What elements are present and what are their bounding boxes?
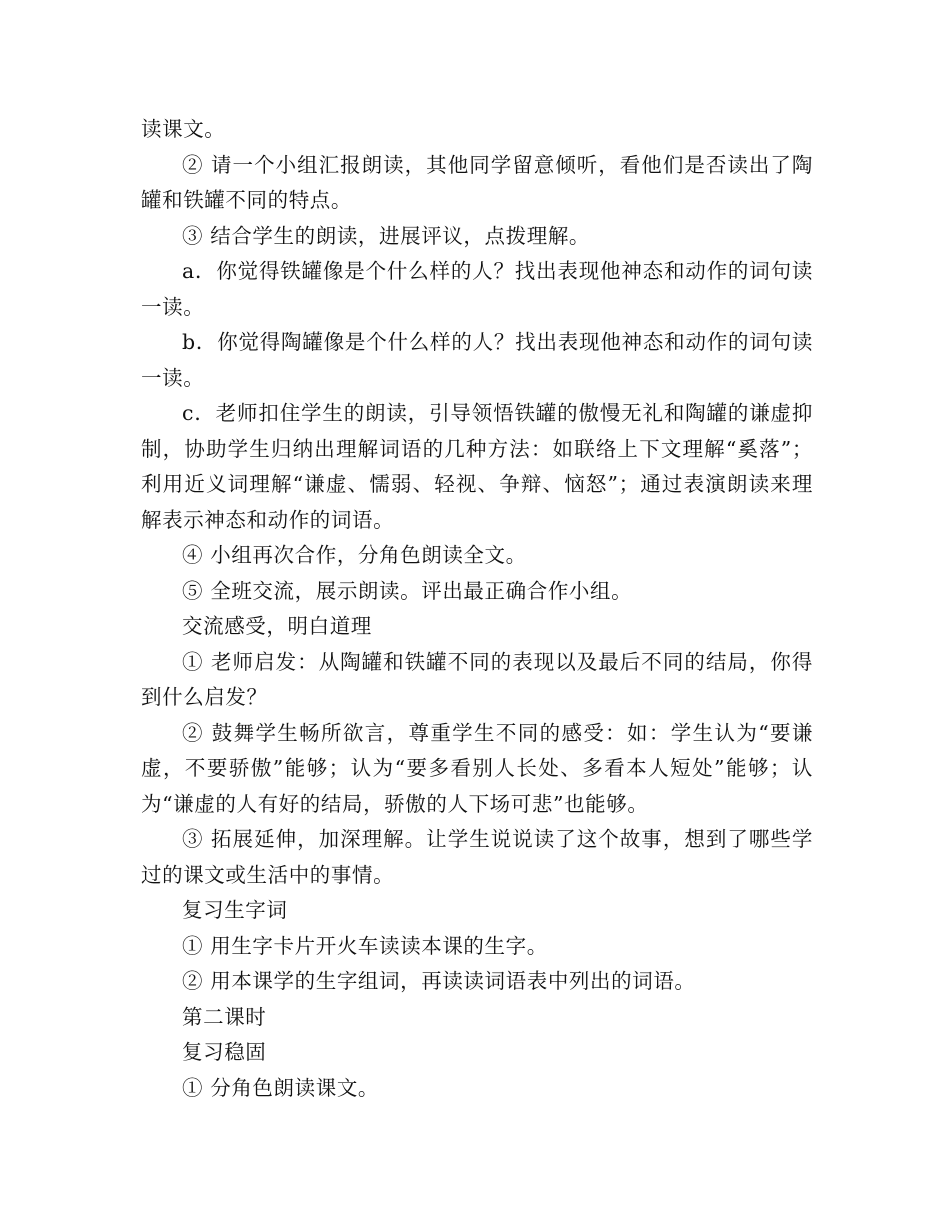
paragraph-extension: ③ 拓展延伸，加深理解。让学生说说读了这个故事，想到了哪些学过的课文或生活中的事情。	[141, 827, 813, 887]
paragraph-word-cards: ① 用生字卡片开火车读读本课的生字。	[182, 933, 548, 958]
paragraph-encourage-students: ② 鼓舞学生畅所欲言，尊重学生不同的感受：如：学生认为“要谦虚，不要骄傲”能够；认为“要多看别人长处、多看本人短处”能够；认为“谦虚的人有好的结局，骄傲的人下场可悲”也能够。	[141, 720, 813, 816]
paragraph-step-5-class-sharing: ⑤ 全班交流，展示朗读。评出最正确合作小组。	[182, 578, 633, 603]
paragraph-role-reading-text: ① 分角色朗读课文。	[182, 1075, 380, 1100]
paragraph-item-c-word-methods: c．老师扣住学生的朗读，引导领悟铁罐的傲慢无礼和陶罐的谦虚抑制，协助学生归纳出理解词语的几种方法：如联络上下文理解“奚落”；利用近义词理解“谦虚、懦弱、轻视、争辩、恼怒”；通过表演朗读来理解表示神态和动作的词语。	[141, 401, 813, 532]
section-heading-share-feelings: 交流感受，明白道理	[182, 614, 372, 638]
paragraph-step-4-role-reading: ④ 小组再次合作，分角色朗读全文。	[182, 543, 527, 567]
document-page	[141, 112, 813, 1106]
section-heading-review-consolidate: 复习稳固	[182, 1040, 267, 1064]
section-heading-second-lesson: 第二课时	[182, 1004, 267, 1029]
paragraph-step-3-evaluation: ③ 结合学生的朗读，进展评议，点拨理解。	[182, 223, 591, 248]
section-heading-review-words: 复习生字词	[182, 898, 288, 922]
paragraph-word-forming: ② 用本课学的生字组词，再读读词语表中列出的词语。	[182, 969, 696, 993]
paragraph-continuation: 读课文。	[141, 117, 226, 141]
paragraph-step-2-group-report: ② 请一个小组汇报朗读，其他同学留意倾听，看他们是否读出了陶罐和铁罐不同的特点。	[141, 152, 813, 212]
paragraph-teacher-prompt: ① 老师启发：从陶罐和铁罐不同的表现以及最后不同的结局，你得到什么启发？	[141, 649, 813, 709]
paragraph-item-a-iron-jar: a．你觉得铁罐像是个什么样的人？找出表现他神态和动作的词句读一读。	[141, 259, 813, 319]
paragraph-item-b-clay-jar: b．你觉得陶罐像是个什么样的人？找出表现他神态和动作的词句读一读。	[141, 330, 813, 390]
